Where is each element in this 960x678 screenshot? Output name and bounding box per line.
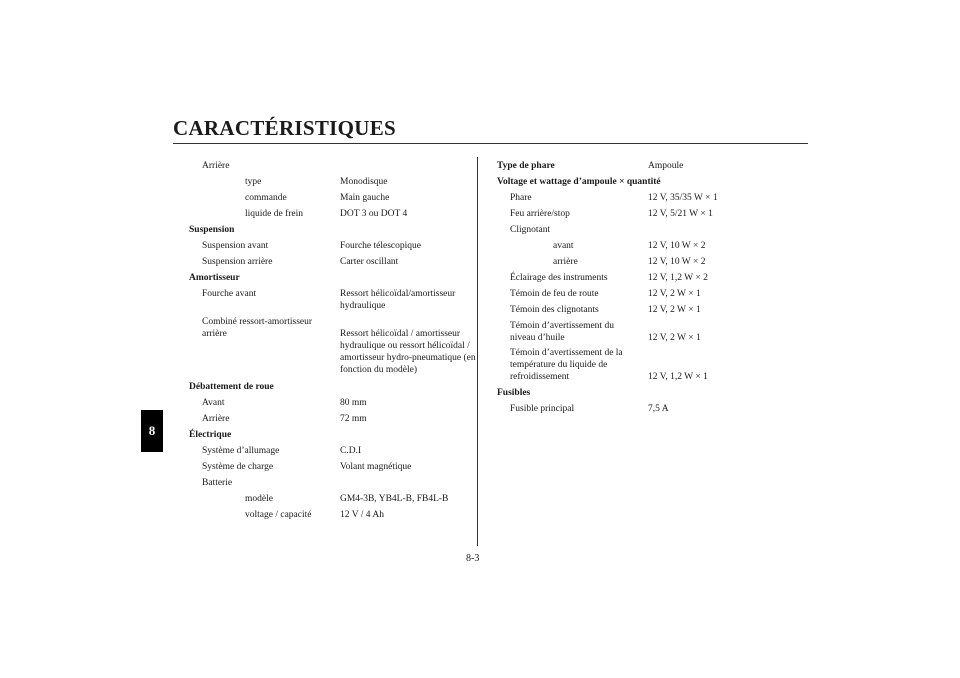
spec-label: Éclairage des instruments [510, 273, 608, 283]
spec-label: Clignotant [510, 225, 551, 235]
spec-value: Monodisque [340, 177, 388, 187]
spec-label: Témoin des clignotants [510, 305, 599, 315]
spec-value: DOT 3 ou DOT 4 [340, 209, 408, 219]
spec-label: Arrière [202, 161, 230, 171]
spec-value: Carter oscillant [340, 257, 399, 267]
spec-value: 12 V, 1,2 W × 1 [648, 372, 708, 382]
spec-value: amortisseur hydro-pneumatique (en [340, 353, 476, 363]
spec-label: refroidissement [510, 372, 570, 382]
spec-value: 12 V, 10 W × 2 [648, 257, 706, 267]
spec-label: type [245, 177, 262, 187]
spec-label: Témoin d’avertissement de la [510, 348, 623, 358]
section-heading: Amortisseur [189, 273, 240, 283]
spec-value: 12 V, 1,2 W × 2 [648, 273, 708, 283]
spec-label: arrière [553, 257, 578, 267]
spec-value: GM4-3B, YB4L-B, FB4L-B [340, 494, 449, 504]
spec-value: Volant magnétique [340, 462, 412, 472]
section-heading: Suspension [189, 225, 235, 235]
spec-label: Système de charge [202, 462, 274, 472]
spec-label: Témoin de feu de route [510, 289, 599, 299]
right-column [497, 160, 787, 420]
spec-value: 7,5 A [648, 404, 669, 414]
title-underline [173, 143, 808, 144]
spec-label: Phare [510, 193, 532, 203]
section-heading: Fusibles [497, 388, 531, 398]
page-title: CARACTÉRISTIQUES [173, 116, 397, 140]
section-tab: 8 [141, 410, 163, 452]
spec-label: Système d’allumage [202, 446, 280, 456]
spec-value: Ressort hélicoïdal/amortisseur [340, 289, 456, 299]
section-heading: Type de phare [497, 161, 555, 171]
spec-label: avant [553, 241, 574, 251]
spec-value: 12 V, 2 W × 1 [648, 289, 701, 299]
spec-value: 12 V, 5/21 W × 1 [648, 209, 713, 219]
spec-value: 12 V, 2 W × 1 [648, 333, 701, 343]
spec-label: température du liquide de [510, 360, 608, 370]
page-number: 8-3 [466, 553, 480, 564]
spec-value: 12 V, 10 W × 2 [648, 241, 706, 251]
spec-label: liquide de frein [245, 209, 304, 219]
spec-value: 12 V, 35/35 W × 1 [648, 193, 718, 203]
section-heading: Électrique [189, 430, 232, 440]
left-column [189, 160, 474, 520]
spec-value: Ressort hélicoïdal / amortisseur [340, 329, 461, 339]
spec-value: 12 V, 2 W × 1 [648, 305, 701, 315]
spec-value: C.D.I [340, 446, 362, 456]
spec-label: Arrière [202, 414, 230, 424]
spec-value: hydraulique ou ressort hélicoïdal / [340, 341, 470, 351]
spec-label: modèle [245, 494, 273, 504]
spec-label: Combiné ressort-amortisseur [202, 317, 313, 327]
spec-label: Feu arrière/stop [510, 209, 570, 219]
spec-label: voltage / capacité [245, 510, 312, 520]
spec-value: hydraulique [340, 301, 386, 311]
spec-label: Avant [202, 398, 225, 408]
column-divider [477, 157, 478, 546]
spec-label: commande [245, 193, 287, 203]
spec-label: Témoin d’avertissement du [510, 321, 614, 331]
section-heading: Débattement de roue [189, 382, 274, 392]
spec-value: 72 mm [340, 414, 367, 424]
section-heading: Voltage et wattage d’ampoule × quantité [497, 177, 661, 187]
spec-value: Main gauche [340, 193, 390, 203]
spec-value: Ampoule [648, 161, 684, 171]
spec-label: niveau d’huile [510, 333, 565, 343]
spec-label: Batterie [202, 478, 233, 488]
spec-label: Suspension avant [202, 241, 269, 251]
spec-value: fonction du modèle) [340, 365, 418, 375]
spec-label: arrière [202, 329, 227, 339]
spec-label: Fourche avant [202, 289, 257, 299]
spec-value: Fourche télescopique [340, 241, 421, 251]
spec-label: Fusible principal [510, 404, 575, 414]
spec-value: 80 mm [340, 398, 367, 408]
spec-value: 12 V / 4 Ah [340, 510, 384, 520]
spec-label: Suspension arrière [202, 257, 273, 267]
